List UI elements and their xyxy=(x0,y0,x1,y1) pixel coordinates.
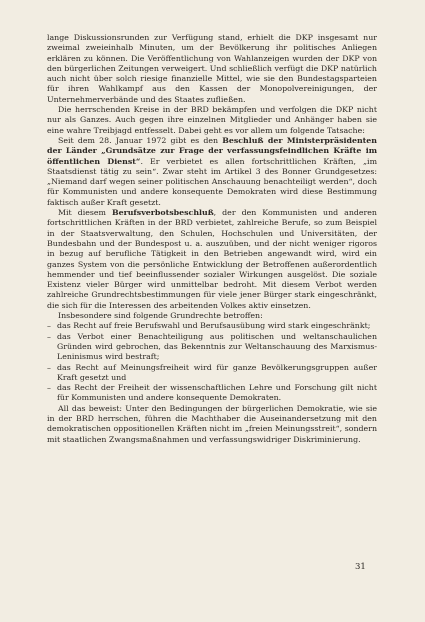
paragraph-3-text-a: Seit dem 28. Januar 1972 gibt es den xyxy=(58,135,223,145)
paragraph-4-text-b: , der den Kommunisten und anderen fortschrittlichen Kräften in der BRD verbietet, zahlreiche Berufe, so zum Beispiel in der Staatsverwaltung, den Schulen, Hochschulen und Universitäten, der Bundesbahn und der Bundespost u. a. auszuüben, und der nicht weniger rigoros in bezug auf berufliche Tätigkeit in den Betrieben angewandt wird, wird ein ganzes System von die persönliche Entwicklung der Betroffenen außerordentlich hemmender und tief beeinflussender sozialer Wirkungen ausgelöst. Die soziale Existenz vieler Bürger wird unmittelbar bedroht. Mit diesem Verbot werden zahlreiche Grundrechtsbestimmungen für viele jener Bürger stark eingeschränkt, die sich für die Interessen des arbeitenden Volkes aktiv einsetzen. xyxy=(47,208,377,310)
paragraph-3-text-b: . Er verbietet es allen fortschrittlichen Kräften, „im Staatsdienst tätig zu sein“. Zwar steht im Artikel 3 des Bonner Grundgesetzes: „Niemand darf wegen seiner politischen Anschauung benachteiligt werden“, doch für Kommunisten und andere konsequente Demokraten wird diese Bestimmung faktisch außer Kraft gesetzt. xyxy=(47,156,378,207)
affected-rights-list xyxy=(47,321,377,403)
berufsverbotsbeschluss-term: Berufsverbotsbeschluß xyxy=(111,208,214,218)
paragraph-4 xyxy=(47,208,377,311)
paragraph-5: Insbesondere sind folgende Grundrechte betroffen: xyxy=(58,311,263,321)
paragraph-3 xyxy=(47,136,377,208)
ministerpraesidenten-beschluss-title: Beschluß der Ministerpräsidenten der Länder „Grundsätze zur Frage der verfassungsfeindlichen Kräfte im öffentlichen Dienst“ xyxy=(47,135,377,166)
body-text xyxy=(47,33,377,445)
page-number: 31 xyxy=(355,562,366,572)
list-item: – das Recht der Freiheit der wissenschaftlichen Lehre und Forschung gilt nicht für Kommunisten und andere konsequente Demokraten. xyxy=(47,383,377,404)
paragraph-4-text-a: Mit diesem xyxy=(58,208,112,218)
list-item: – das Verbot einer Benachteiligung aus politischen und weltanschaulichen Gründen wird gebrochen, das Bekenntnis zur Weltanschauung des Marxismus-Leninismus wird bestraft; xyxy=(47,332,377,363)
paragraph-6: All das beweist: Unter den Bedingungen der bürgerlichen Demokratie, wie sie in der BRD herrschen, führen die Machthaber die Auseinandersetzung mit den demokratischen oppositionellen Kräften nicht im „freien Meinungsstreit“, sondern mit staatlichen Zwangsmaßnahmen und verfassungswidriger Diskriminierung. xyxy=(47,403,377,444)
paragraph-1: lange Diskussionsrunden zur Verfügung stand, erhielt die DKP insgesamt nur zweimal zweieinhalb Minuten, um der Bevölkerung ihr politisches Anliegen erklären zu können. Die Veröffentlichung von Wahlanzeigen wurden der DKP von den bürgerlichen Zeitungen verweigert. Und schließlich verfügt die DKP natürlich auch nicht über solch riesige finanzielle Mittel, wie sie den Bundestagsparteien für ihren Wahlkampf aus den Kassen der Monopolvereinigungen, der Unternehmerverbände und des Staates zufließen. xyxy=(47,33,377,104)
list-item: – das Recht auf freie Berufswahl und Berufsausübung wird stark eingeschränkt; xyxy=(47,321,377,331)
list-item: – das Recht auf Meinungsfreiheit wird für ganze Bevölkerungsgruppen außer Kraft gesetzt und xyxy=(47,363,377,384)
paragraph-2: Die herrschenden Kreise in der BRD bekämpfen und verfolgen die DKP nicht nur als Ganzes. Auch gegen ihre einzelnen Mitglieder und Anhänger haben sie eine wahre Treibjagd entfesselt. Dabei geht es vor allem um folgende Tatsache: xyxy=(47,105,377,135)
